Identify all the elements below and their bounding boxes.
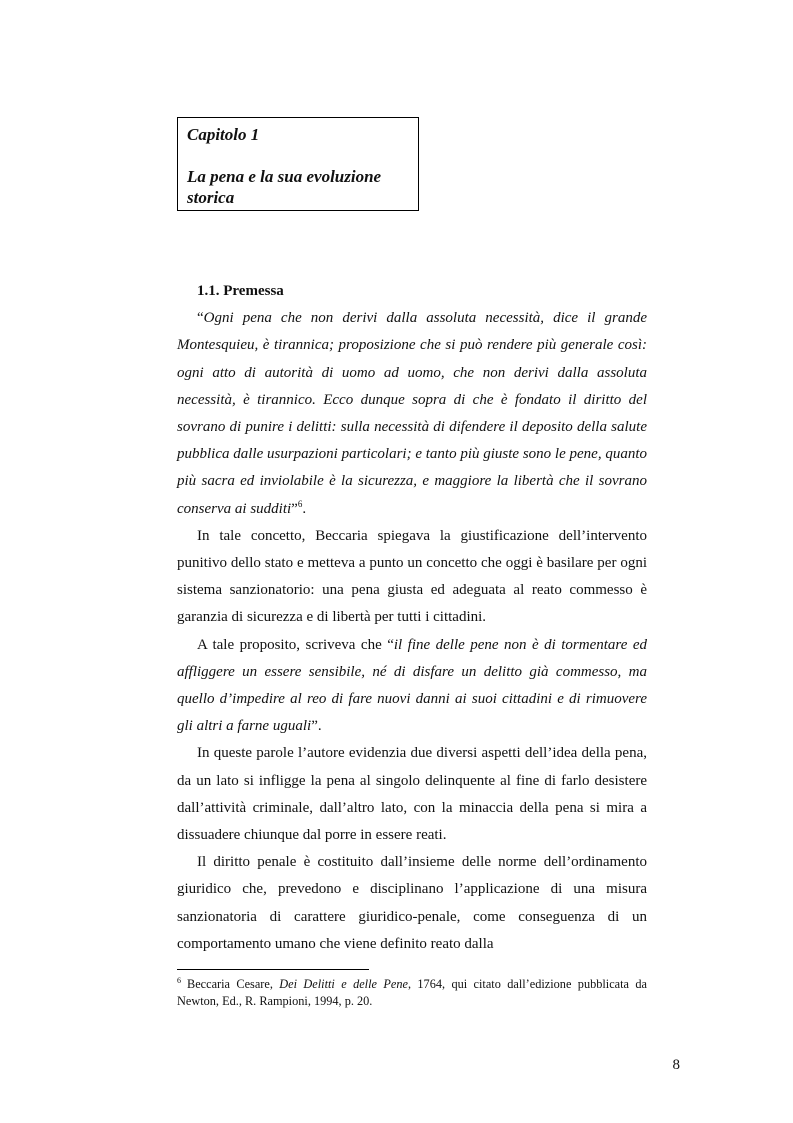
- footnote: [177, 976, 647, 1010]
- paragraph-4: In queste parole l’autore evidenzia due diversi aspetti dell’idea della pena, da un lato si infligge la pena al singolo delinquente al fine di farlo desistere dall’attività criminale, dall’altro lato, con la minaccia della pena si mira a dissuadere chiunque dal porre in essere reati.: [177, 745, 647, 844]
- beccaria-quote: Ogni pena che non derivi dalla assoluta necessità, dice il grande Montesquieu, è tirannica; proposizione che si può rendere più generale così: ogni atto di autorità di uomo ad uomo, che non derivi dalla assoluta necessità, è tirannico. Ecco dunque sopra di che è fondato il diritto del sovrano di punire i delitti: sulla necessità di difendere il deposito della salute pubblica dalle usurpazioni particolari; e tanto più giuste sono le pene, quanto più sacra ed inviolabile è la sicurezza, e maggiore la libertà che il sovrano conserva ai sudditi: [177, 310, 647, 517]
- paragraph-2: In tale concetto, Beccaria spiegava la giustificazione dell’intervento punitivo dello stato e metteva a punto un concetto che oggi è basilare per ogni sistema sanzionatorio: una pena giusta ed adeguata al reato commesso è garanzia di sicurezza e di libertà per tutti i cittadini.: [177, 527, 647, 626]
- main-text: [177, 278, 647, 958]
- paragraph-3-lead: A tale proposito, scriveva che “: [197, 636, 394, 653]
- footnote-details: , 1764, qui citato dall’edizione pubblicata da Newton, Ed., R. Rampioni, 1994, p. 20.: [177, 977, 647, 1008]
- footnote-work-title: Dei Delitti e delle Pene: [279, 977, 408, 991]
- paragraph-3-end: ”.: [311, 718, 322, 735]
- paragraph-5: Il diritto penale è costituito dall’insieme delle norme dell’ordinamento giuridico che, prevedono e disciplinano l’applicazione di una misura sanzionatoria di carattere giuridico-penale, come conseguenza di un comportamento umano che viene definito reato dalla: [177, 854, 647, 952]
- paragraph-3-quote: il fine delle pene non è di tormentare ed affliggere un essere sensibile, né di disfare un delitto già commesso, ma quello d’impedire al reo di fare nuovi danni ai suoi cittadini e di rimuovere gli altri a farne uguali: [177, 636, 647, 735]
- chapter-title: La pena e la sua evoluzione storica: [187, 167, 382, 207]
- paragraph-1: [177, 305, 647, 523]
- close-quote: ”: [291, 500, 298, 517]
- footnote-reference[interactable]: 6: [297, 498, 303, 509]
- footnote-separator: [177, 969, 369, 970]
- page-number: 8: [672, 1057, 680, 1073]
- paragraph-1-end: .: [302, 500, 307, 517]
- open-quote: “: [197, 310, 204, 327]
- section-heading: 1.1. Premessa: [197, 283, 284, 299]
- chapter-label: Capitolo 1: [187, 125, 260, 144]
- paragraph-3: [177, 632, 647, 741]
- footnote-author: Beccaria Cesare,: [187, 977, 280, 991]
- footnote-number: 6: [177, 975, 181, 985]
- chapter-title-box: [177, 117, 419, 211]
